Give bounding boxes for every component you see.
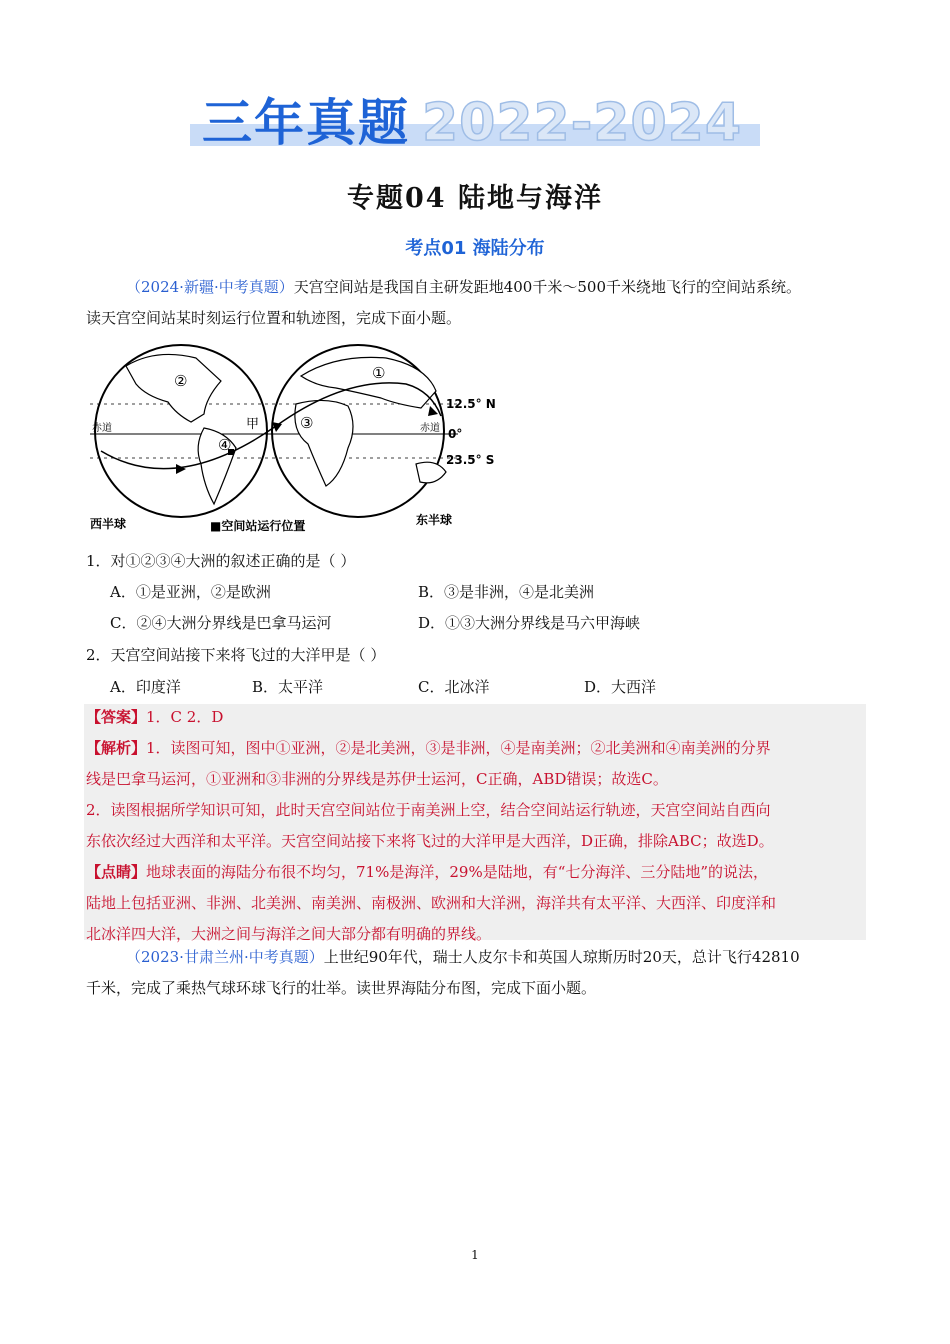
tip-line: 北冰洋四大洋，大洲之间与海洋之间大部分都有明确的界线。 — [86, 925, 492, 943]
question-2-option-a: A．印度洋 — [110, 678, 181, 696]
continent-label-3: ③ — [300, 414, 314, 432]
answer-line — [86, 702, 866, 733]
continent-label-2: ② — [174, 372, 188, 390]
banner-left-text: 三年真题 — [202, 94, 410, 152]
question-intro-2 — [86, 942, 866, 1004]
answer-text: 1．C 2．D — [146, 708, 224, 726]
ocean-label-jia: 甲 — [246, 417, 260, 432]
analysis-tag: 【解析】 — [86, 739, 147, 757]
section-subtitle: 考点01 海陆分布 — [405, 238, 545, 259]
question-2-option-d: D．大西洋 — [584, 678, 657, 696]
eastern-hemisphere-label: 东半球 — [416, 513, 453, 527]
page-title: 专题04 陆地与海洋 — [347, 183, 603, 214]
header-banner — [190, 92, 760, 154]
analysis-text: 1．读图可知，图中①亚洲，②是北美洲，③是非洲，④是南美洲；②北美洲和④南美洲的分界 — [146, 739, 771, 757]
continent-label-4: ④ — [218, 436, 232, 454]
analysis-line: 2．读图根据所学知识可知，此时天宫空间站位于南美洲上空，结合空间站运行轨迹，天宫空间站自西向 — [86, 801, 771, 819]
question-1-option-a: A．①是亚洲，②是欧洲 — [110, 583, 271, 601]
analysis-line: 线是巴拿马运河，①亚洲和③非洲的分界线是苏伊士运河，C正确，ABD错误；故选C。 — [86, 770, 668, 788]
station-legend-label: ■空间站运行位置 — [210, 519, 306, 533]
question-1-option-d: D．①③大洲分界线是马六甲海峡 — [418, 614, 641, 632]
question-2-option-c: C．北冰洋 — [418, 678, 490, 696]
equator-label-west: 赤道 — [92, 423, 112, 434]
question-source: （2023·甘肃兰州·中考真题） — [126, 948, 324, 966]
intro-text-line: 千米，完成了乘热气球环球飞行的壮举。读世界海陆分布图，完成下面小题。 — [86, 979, 597, 997]
latitude-label-north: 12.5° N — [446, 397, 496, 411]
intro-text-line: 天宫空间站是我国自主研发距地400千米～500千米绕地飞行的空间站系统。 — [293, 278, 801, 296]
tip-line — [86, 857, 866, 888]
tip-tag: 【点睛】 — [86, 863, 147, 881]
question-source: （2024·新疆·中考真题） — [126, 278, 294, 296]
latitude-label-south: 23.5° S — [446, 453, 495, 467]
latitude-label-zero: 0° — [448, 427, 463, 441]
banner-year-range: 2022-2024 — [422, 93, 743, 153]
question-1-option-b: B．③是非洲，④是北美洲 — [418, 583, 595, 601]
page-number: 1 — [471, 1248, 479, 1262]
intro-text-line: 上世纪90年代，瑞士人皮尔卡和英国人琼斯历时20天，总计飞行42810 — [323, 948, 800, 966]
intro-text-line: 读天宫空间站某时刻运行位置和轨迹图，完成下面小题。 — [86, 309, 462, 327]
equator-label-east: 赤道 — [420, 423, 440, 434]
continent-label-1: ① — [372, 364, 386, 382]
answer-tag: 【答案】 — [86, 708, 147, 726]
tip-text: 地球表面的海陆分布很不均匀，71%是海洋，29%是陆地，有“七分海洋、三分陆地”的说法， — [146, 863, 769, 881]
question-2-stem: 2．天宫空间站接下来将飞过的大洋甲是（ ） — [86, 646, 386, 664]
tip-line: 陆地上包括亚洲、非洲、北美洲、南美洲、南极洲、欧洲和大洋洲，海洋共有太平洋、大西洋、印度洋和 — [86, 894, 777, 912]
question-1-stem: 1．对①②③④大洲的叙述正确的是（ ） — [86, 552, 356, 570]
western-hemisphere-label: 西半球 — [90, 517, 127, 531]
question-intro-1 — [86, 272, 866, 334]
hemisphere-map — [86, 336, 506, 536]
analysis-line: 东依次经过大西洋和太平洋。天宫空间站接下来将飞过的大洋甲是大西洋，D正确，排除ABC；故选D。 — [86, 832, 774, 850]
analysis-line — [86, 733, 866, 764]
question-2-option-b: B．太平洋 — [252, 678, 324, 696]
question-1-option-c: C．②④大洲分界线是巴拿马运河 — [110, 614, 332, 632]
